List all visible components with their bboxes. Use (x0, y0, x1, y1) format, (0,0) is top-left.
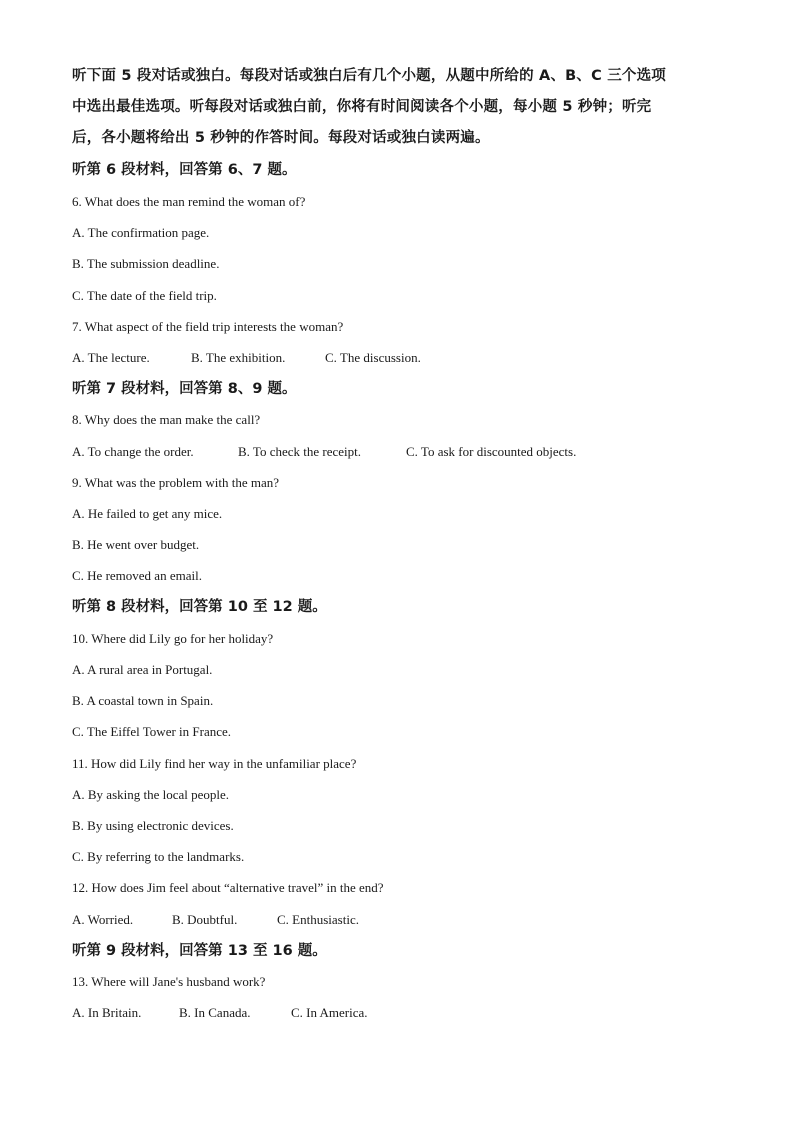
question-10-option-a: A. A rural area in Portugal. (72, 662, 213, 677)
question-6-option-c: C. The date of the field trip. (72, 288, 217, 303)
question-9-option-c: C. He removed an email. (72, 568, 202, 583)
question-9-option-b: B. He went over budget. (72, 537, 200, 552)
question-13-options (72, 1004, 368, 1022)
question-12-options (72, 911, 359, 929)
question-10-stem: 10. Where did Lily go for her holiday? (72, 631, 274, 646)
intro-line-3: 后，各小题将给出 5 秒钟的作答时间。每段对话或独白读两遍。 (72, 130, 490, 146)
question-7-stem: 7. What aspect of the field trip interests the woman? (72, 319, 344, 334)
section-heading-8: 听第 8 段材料，回答第 10 至 12 题。 (72, 599, 327, 615)
question-8-options (72, 443, 576, 461)
question-13-option-a: A. In Britain. (72, 1005, 142, 1020)
question-11-stem: 11. How did Lily find her way in the unfamiliar place? (72, 756, 357, 771)
question-8-option-b: B. To check the receipt. (238, 444, 362, 459)
question-11-option-c: C. By referring to the landmarks. (72, 849, 245, 864)
section-heading-9: 听第 9 段材料，回答第 13 至 16 题。 (72, 943, 327, 959)
section-heading-6: 听第 6 段材料，回答第 6、7 题。 (72, 162, 297, 178)
question-7-options (72, 349, 421, 367)
question-12-stem: 12. How does Jim feel about “alternative travel” in the end? (72, 880, 384, 895)
question-6-option-a: A. The confirmation page. (72, 225, 210, 240)
intro-line-2: 中选出最佳选项。听每段对话或独白前，你将有时间阅读各个小题，每小题 5 秒钟；听完 (72, 99, 652, 115)
question-11-option-a: A. By asking the local people. (72, 787, 230, 802)
question-6-stem: 6. What does the man remind the woman of? (72, 194, 306, 209)
question-12-option-c: C. Enthusiastic. (277, 912, 359, 927)
question-8-option-a: A. To change the order. (72, 444, 194, 459)
question-9-stem: 9. What was the problem with the man? (72, 475, 279, 490)
question-12-option-a: A. Worried. (72, 912, 134, 927)
intro-line-1: 听下面 5 段对话或独白。每段对话或独白后有几个小题，从题中所给的 A、B、C 三个选项 (72, 68, 666, 84)
question-8-option-c: C. To ask for discounted objects. (406, 444, 577, 459)
question-13-option-c: C. In America. (291, 1005, 368, 1020)
question-13-option-b: B. In Canada. (179, 1005, 251, 1020)
question-6-option-b: B. The submission deadline. (72, 256, 220, 271)
question-10-option-b: B. A coastal town in Spain. (72, 693, 214, 708)
question-8-stem: 8. Why does the man make the call? (72, 412, 261, 427)
question-13-stem: 13. Where will Jane's husband work? (72, 974, 266, 989)
question-7-option-c: C. The discussion. (325, 350, 421, 365)
question-9-option-a: A. He failed to get any mice. (72, 506, 223, 521)
question-10-option-c: C. The Eiffel Tower in France. (72, 724, 232, 739)
question-7-option-b: B. The exhibition. (191, 350, 286, 365)
question-12-option-b: B. Doubtful. (172, 912, 238, 927)
question-7-option-a: A. The lecture. (72, 350, 150, 365)
question-11-option-b: B. By using electronic devices. (72, 818, 234, 833)
section-heading-7: 听第 7 段材料，回答第 8、9 题。 (72, 381, 297, 397)
